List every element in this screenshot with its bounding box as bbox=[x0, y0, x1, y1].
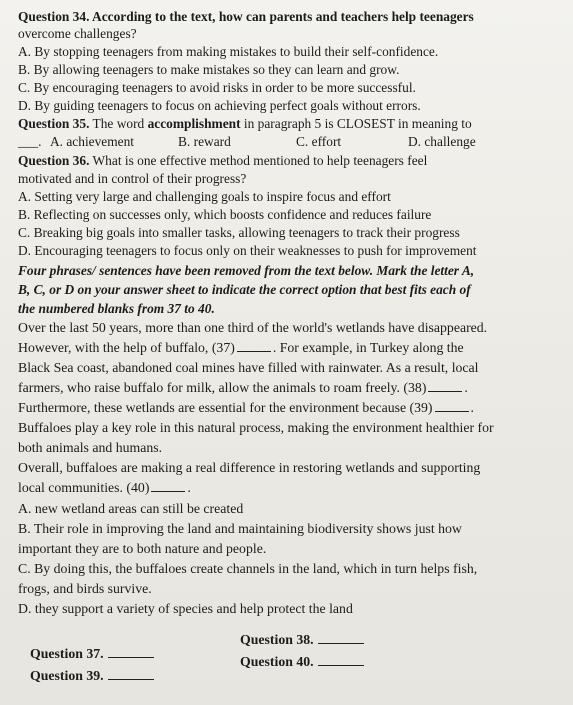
passage-line4-start: farmers, who raise buffalo for milk, allow the animals to roam freely. (38) bbox=[18, 380, 427, 395]
answer-q38-label: Question 38. bbox=[240, 632, 314, 647]
blank-39 bbox=[435, 401, 469, 412]
passage-line2-start: However, with the help of buffalo, (37) bbox=[18, 340, 235, 355]
q36-option-a[interactable]: A. Setting very large and challenging goals to inspire focus and effort bbox=[18, 189, 391, 204]
q35-stem: Question 35. The word accomplishment in paragraph 5 is CLOSEST in meaning to bbox=[18, 116, 472, 131]
q35-blank: ___. bbox=[18, 134, 42, 149]
q34-stem bbox=[18, 8, 474, 25]
blank-37 bbox=[237, 341, 271, 352]
answer-q37 bbox=[30, 645, 154, 662]
q35-option-a[interactable]: A. achievement bbox=[50, 134, 135, 149]
answer-q38-blank[interactable] bbox=[318, 633, 364, 644]
instructions-line3: the numbered blanks from 37 to 40. bbox=[18, 301, 215, 316]
passage-line2 bbox=[18, 339, 464, 356]
passage-line8: Overall, buffaloes are making a real difference in restoring wetlands and supporting bbox=[18, 460, 481, 475]
q36-option-d[interactable]: D. Encouraging teenagers to focus only on their weaknesses to push for improvement bbox=[18, 243, 477, 258]
option-c-line1[interactable]: C. By doing this, the buffaloes create channels in the land, which in turn helps fish, bbox=[18, 561, 478, 576]
passage-line9 bbox=[18, 479, 191, 496]
q36-stem: Question 36. What is one effective method mentioned to help teenagers feel bbox=[18, 153, 428, 168]
q34-option-b[interactable]: B. By allowing teenagers to make mistakes so they can learn and grow. bbox=[18, 62, 400, 77]
passage-line5-end: . bbox=[470, 400, 474, 415]
passage-line9-end: . bbox=[187, 480, 191, 495]
option-c-line2[interactable]: frogs, and birds survive. bbox=[18, 581, 152, 596]
q34-option-a[interactable]: A. By stopping teenagers from making mistakes to build their self-confidence. bbox=[18, 44, 439, 59]
answer-q40-label: Question 40. bbox=[240, 654, 314, 669]
q36-option-c[interactable]: C. Breaking big goals into smaller tasks, allowing teenagers to track their progress bbox=[18, 225, 460, 240]
passage-line5 bbox=[18, 399, 474, 416]
answer-q39-blank[interactable] bbox=[108, 669, 154, 680]
answer-q40 bbox=[240, 653, 364, 670]
option-d[interactable]: D. they support a variety of species and help protect the land bbox=[18, 601, 353, 616]
q34-option-c[interactable]: C. By encouraging teenagers to avoid risks in order to be more successful. bbox=[18, 80, 416, 95]
answer-q37-label: Question 37. bbox=[30, 646, 104, 661]
answer-q39 bbox=[30, 667, 154, 684]
passage-line6: Buffaloes play a key role in this natural process, making the environment healthier for bbox=[18, 420, 494, 435]
q35-option-b[interactable]: B. reward bbox=[178, 134, 231, 149]
passage-line2-end: . For example, in Turkey along the bbox=[272, 340, 464, 355]
passage-line7: both animals and humans. bbox=[18, 440, 163, 455]
passage-line4 bbox=[18, 379, 468, 396]
passage-line9-start: local communities. (40) bbox=[18, 480, 150, 495]
option-b-line1[interactable]: B. Their role in improving the land and maintaining biodiversity shows just how bbox=[18, 521, 462, 536]
q35-option-d[interactable]: D. challenge bbox=[408, 134, 476, 149]
q36-option-b[interactable]: B. Reflecting on successes only, which boosts confidence and reduces failure bbox=[18, 207, 432, 222]
q34-stem-line1: Question 34. According to the text, how can parents and teachers help teenagers bbox=[18, 9, 474, 24]
passage-line1: Over the last 50 years, more than one third of the world's wetlands have disappeared. bbox=[18, 320, 488, 335]
q34-stem-line2: overcome challenges? bbox=[18, 26, 137, 41]
answer-q40-blank[interactable] bbox=[318, 655, 364, 666]
q36-stem-line2: motivated and in control of their progress? bbox=[18, 171, 247, 186]
passage-line4-end: . bbox=[464, 380, 468, 395]
passage-line3: Black Sea coast, abandoned coal mines have filled with rainwater. As a result, local bbox=[18, 360, 479, 375]
answer-q38 bbox=[240, 631, 364, 648]
passage-line5-start: Furthermore, these wetlands are essential for the environment because (39) bbox=[18, 400, 433, 415]
q35-option-c[interactable]: C. effort bbox=[296, 134, 342, 149]
answer-q39-label: Question 39. bbox=[30, 668, 104, 683]
instructions-line1: Four phrases/ sentences have been removed from the text below. Mark the letter A, bbox=[18, 263, 475, 278]
q34-option-d[interactable]: D. By guiding teenagers to focus on achieving perfect goals without errors. bbox=[18, 98, 421, 113]
option-b-line2[interactable]: important they are to both nature and people. bbox=[18, 541, 267, 556]
blank-38 bbox=[428, 381, 462, 392]
option-a[interactable]: A. new wetland areas can still be created bbox=[18, 501, 244, 516]
answer-q37-blank[interactable] bbox=[108, 647, 154, 658]
instructions-line2: B, C, or D on your answer sheet to indicate the correct option that best fits each of bbox=[18, 282, 471, 297]
blank-40 bbox=[151, 481, 185, 492]
